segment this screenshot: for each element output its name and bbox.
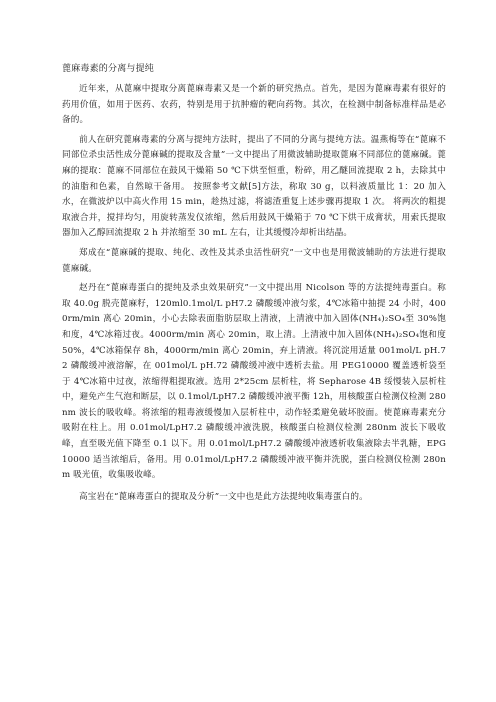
paragraph-intro: 近年来，从蓖麻中提取分离蓖麻毒素又是一个新的研究热点。首先，是因为蓖麻毒素有很好的药用价值，如用于医药、农药，特别是用于抗肿瘤的靶向药物。其次，在检测中制备标准样品是必备的。	[62, 84, 446, 126]
paragraph-zhao: 赵丹在“蓖麻毒蛋白的提纯及杀虫效果研究”一文中提出用 Nicolson 等的方法提纯毒蛋白。称取 40.0g 脱壳蓖麻籽，120ml0.1mol/L pH7.2 磷酸缓冲液匀浆，4℃冰箱中抽提 24 小时，4000rm/min 离心 20min，小心去除表面脂肪层取上清液，上清液中加入固体(NH₄)₂SO₄至 30%饱和度，4℃冰箱过夜。4000rm/min 离心 20min，取上清。上清液中加入固体(NH₄)₂SO₄饱和度 50%，4℃冰箱保存 8h，4000rm/min 离心 20min，弃上清液。将沉淀用适量 001mol/L pH.72 磷酸缓冲液溶解，在 001mol/L pH.72 磷酸缓冲液中透析去盐。用 PEG10000 覆盖透析袋至于 4℃冰箱中过夜，浓缩得粗提取液。选用 2*25cm 层析柱，将 Sepharose 4B 绥慢装入层析柱中，避免产生气泡和断层，以 0.1mol/LpH7.2 磷酸缓冲液平衡 12h，用核酸蛋白检测仪检测 280nm 波长的吸收峰。将浓缩的粗毒液缓慢加入层析柱中，动作轻柔避免破坏胶面。使蓖麻毒素充分吸附在柱上。用 0.01mol/LpH7.2 磷酸缓冲液洗脱，核酸蛋白检测仪检测 280nm 波长下吸收峰，直至吸光值下降至 0.1 以下。用 0.01mol/LpH7.2 磷酸缓冲液透析收集液除去半乳糖，EPG10000 适当浓缩后，备用。用 0.01mol/LpH7.2 磷酸缓冲液平衡并洗脱，蛋白检测仪检测 280nm 吸光值，收集吸收峰。	[62, 283, 446, 481]
paragraph-zheng: 郑成在“蓖麻碱的提取、纯化、改性及其杀虫活性研究”一文中也是用微波辅助的方法进行提取蓖麻碱。	[62, 247, 446, 274]
paragraph-gao: 高宝岩在“蓖麻毒蛋白的提取及分析”一文中也是此方法提纯收集毒蛋白的。	[79, 491, 368, 502]
paragraph-methods: 前人在研究蓖麻毒素的分离与提纯方法时，提出了不同的分离与提纯方法。温燕梅等在“蓖麻不同部位杀虫活性成分蓖麻碱的提取及含量”一文中提出了用微波辅助提取蓖麻不同部位的蓖麻碱。蓖麻的提取：蓖麻不同部位在鼓风干燥箱 50 ℃下烘至恒重，粉碎，用乙醚回流提取 2 h，去除其中的油脂和色素，自然晾干备用。 按照参考文献[5]方法，称取 30 g，以料液质量比 1：20 加入水，在微波炉以中高火作用 15 min，趁热过滤，将滤渣重复上述步骤再提取 1 次。 将两次的粗提取液合并，搅拌均匀，用旋转蒸发仪浓缩，然后用鼓风干燥箱于 70 ℃下烘干成膏状，用索氏提取器加入乙醇回流提取 2 h 并浓缩至 30 mL 左右，让其缓慢冷却析出结晶。	[62, 134, 446, 239]
document-title: 蓖麻毒素的分离与提纯	[62, 64, 155, 74]
